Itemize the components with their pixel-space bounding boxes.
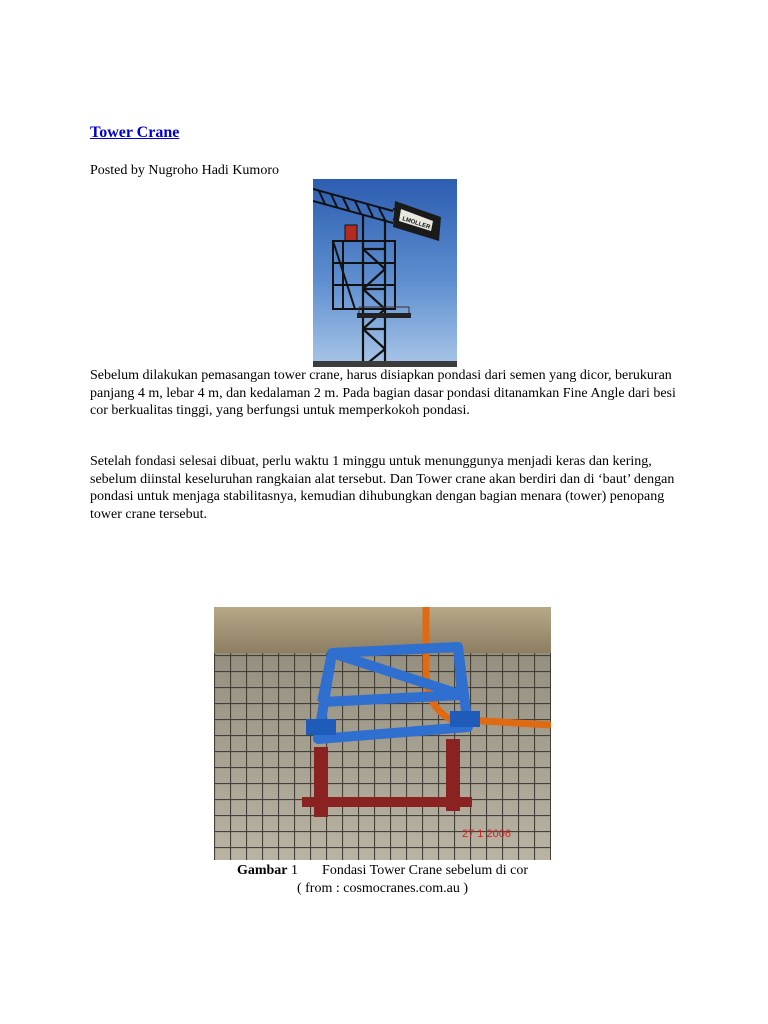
figure-caption <box>214 862 551 898</box>
paragraph-2: Setelah fondasi selesai dibuat, perlu waktu 1 minggu untuk menunggunya menjadi keras dan kering, sebelum diinstal keseluruhan rangkaian alat tersebut. Dan Tower crane akan berdiri dan di ‘baut’ dengan pondasi untuk menjaga stabilitasnya, kemudian dihubungkan dengan bagian menara (tower) penopang tower crane tersebut. <box>90 454 675 522</box>
article-byline: Posted by Nugroho Hadi Kumoro <box>90 163 279 178</box>
foundation-photo <box>214 607 551 860</box>
caption-source: ( from : cosmocranes.com.au ) <box>296 881 469 896</box>
caption-number: 1 <box>291 863 299 878</box>
tower-crane-photo <box>313 179 457 367</box>
caption-text: Fondasi Tower Crane sebelum di cor <box>322 863 529 878</box>
paragraph-1: Sebelum dilakukan pemasangan tower crane, harus disiapkan pondasi dari semen yang dicor, berukuran panjang 4 m, lebar 4 m, dan kedalaman 2 m. Pada bagian dasar pondasi ditanamkan Fine Angle dari besi cor berkualitas tinggi, yang berfungsi untuk memperkokoh pondasi. <box>90 368 676 418</box>
photo-date-stamp: 27 1 2006 <box>462 828 511 840</box>
caption-label: Gambar <box>236 863 288 878</box>
article-title-link[interactable]: Tower Crane <box>90 124 180 141</box>
crane-logo-text: LMOLLER <box>401 216 431 231</box>
